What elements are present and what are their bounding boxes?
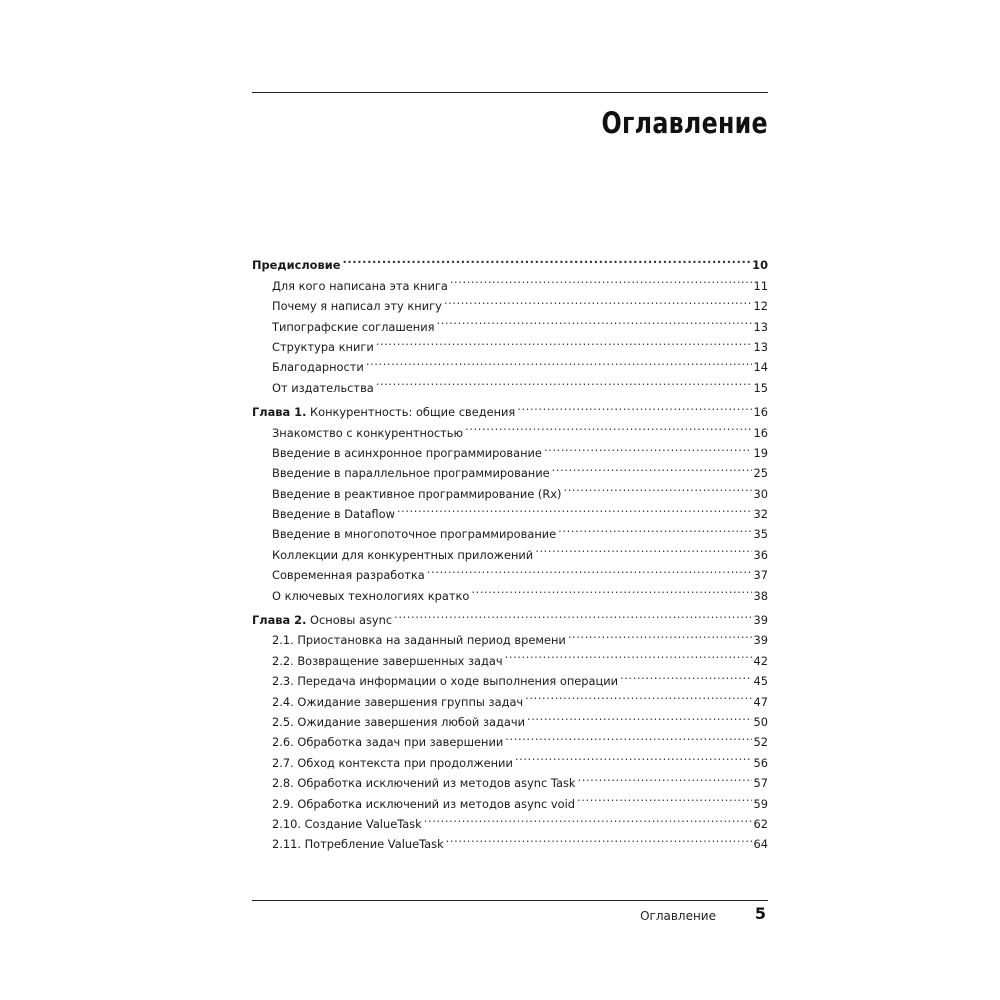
toc-page-number: 14 xyxy=(753,360,768,375)
toc-entry-title: 2.8. Обработка исключений из методов async Task xyxy=(272,776,576,791)
dot-leader xyxy=(437,310,752,330)
toc-entry-title: Введение в асинхронное программирование xyxy=(272,445,542,460)
toc-group xyxy=(252,604,768,852)
toc-entry-title: От издательства xyxy=(272,380,374,395)
dot-leader xyxy=(552,457,752,477)
dot-leader xyxy=(525,685,751,705)
book-page xyxy=(252,92,768,932)
dot-leader xyxy=(397,498,752,518)
dot-leader xyxy=(578,767,752,787)
toc-entry-title: Почему я написал эту книгу xyxy=(272,299,442,314)
toc-entry-title: Типографские соглашения xyxy=(272,319,435,334)
toc-entry-title: 2.5. Ожидание завершения любой задачи xyxy=(272,714,525,729)
toc-entry-title: 2.7. Обход контекста при продолжении xyxy=(272,755,513,770)
dot-leader xyxy=(471,579,751,599)
toc-page-number: 57 xyxy=(753,776,768,791)
toc-page-number: 32 xyxy=(753,507,768,522)
toc-page-number: 37 xyxy=(753,568,768,583)
dot-leader xyxy=(450,269,752,289)
dot-leader xyxy=(535,538,751,558)
dot-leader xyxy=(376,331,752,351)
toc-entry-title: 2.1. Приостановка на заданный период времени xyxy=(272,633,566,648)
dot-leader xyxy=(620,665,751,685)
toc-entry-title: 2.4. Ожидание завершения группы задач xyxy=(272,694,524,709)
dot-leader xyxy=(446,828,752,848)
toc-entry-title: 2.10. Создание ValueTask xyxy=(272,816,422,831)
toc-entry-chapter[interactable] xyxy=(252,249,768,273)
toc-entry-chapter[interactable] xyxy=(252,604,768,628)
toc-entry-title: Введение в многопоточное программирование xyxy=(272,527,557,542)
toc-entry-title: Введение в реактивное программирование (Rx) xyxy=(272,486,562,501)
dot-leader xyxy=(577,787,751,807)
toc-page-number: 19 xyxy=(753,445,768,460)
dot-leader xyxy=(465,416,751,436)
toc-page-number: 59 xyxy=(753,796,768,811)
dot-leader xyxy=(563,477,751,497)
toc-group xyxy=(252,249,768,395)
toc-page-number: 10 xyxy=(752,258,768,273)
toc-page-number: 16 xyxy=(753,425,768,440)
toc-entry-chapter[interactable] xyxy=(252,396,768,420)
toc-entry-title: Знакомство с конкурентностью xyxy=(272,425,464,440)
dot-leader xyxy=(444,290,752,310)
running-footer-label: Оглавление xyxy=(640,909,716,923)
toc-page-number: 62 xyxy=(753,816,768,831)
toc-page-number: 36 xyxy=(753,547,768,562)
toc-page-number: 45 xyxy=(753,674,768,689)
toc-group xyxy=(252,396,768,603)
toc-entry-title: Коллекции для конкурентных приложений xyxy=(272,547,534,562)
dot-leader xyxy=(342,249,750,269)
table-of-contents xyxy=(252,249,768,852)
toc-entry-title xyxy=(252,610,392,630)
dot-leader xyxy=(517,396,751,416)
toc-page-number: 13 xyxy=(753,319,768,334)
dot-leader xyxy=(376,371,752,391)
toc-entry-title: Благодарности xyxy=(272,360,364,375)
toc-page-number: 47 xyxy=(753,694,768,709)
toc-page-number: 39 xyxy=(753,613,768,628)
top-rule xyxy=(252,92,768,93)
toc-entry-title: 2.6. Обработка задач при завершении xyxy=(272,735,504,750)
toc-page-number: 15 xyxy=(753,380,768,395)
toc-page-number: 11 xyxy=(753,278,768,293)
toc-entry-title: 2.11. Потребление ValueTask xyxy=(272,837,444,852)
toc-entry-title: Для кого написана эта книга xyxy=(272,278,448,293)
toc-entry-title: Современная разработка xyxy=(272,568,425,583)
dot-leader xyxy=(424,808,752,828)
toc-page-number: 42 xyxy=(753,653,768,668)
dot-leader xyxy=(505,644,752,664)
dot-leader xyxy=(505,726,751,746)
toc-page-number: 64 xyxy=(753,837,768,852)
toc-entry-title: Введение в параллельное программирование xyxy=(272,466,550,481)
toc-page-number: 30 xyxy=(753,486,768,501)
toc-page-number: 25 xyxy=(753,466,768,481)
toc-page-number: 39 xyxy=(753,633,768,648)
chapter-number: Глава 1. xyxy=(252,405,307,420)
chapter-number: Глава 2. xyxy=(252,613,307,628)
toc-page-number: 12 xyxy=(753,299,768,314)
toc-page-number: 35 xyxy=(753,527,768,542)
toc-entry-title: 2.2. Возвращение завершенных задач xyxy=(272,653,503,668)
toc-entry-title: 2.9. Обработка исключений из методов async void xyxy=(272,796,576,811)
toc-entry-title: Структура книги xyxy=(272,339,374,354)
chapter-title: Предисловие xyxy=(252,258,341,273)
page-number: 5 xyxy=(754,904,766,923)
dot-leader xyxy=(558,518,751,538)
toc-page-number: 50 xyxy=(753,714,768,729)
dot-leader xyxy=(427,559,752,579)
dot-leader xyxy=(515,746,752,766)
dot-leader xyxy=(366,351,752,371)
toc-entry-title: Введение в Dataflow xyxy=(272,507,395,522)
bottom-rule xyxy=(252,900,768,901)
toc-entry-title: О ключевых технологиях кратко xyxy=(272,588,470,603)
dot-leader xyxy=(527,706,752,726)
dot-leader xyxy=(568,624,752,644)
toc-page-number: 52 xyxy=(753,735,768,750)
toc-page-number: 56 xyxy=(753,755,768,770)
toc-entry-title xyxy=(252,255,340,275)
page-title: Оглавление xyxy=(601,106,768,140)
chapter-title: Основы async xyxy=(310,613,393,628)
chapter-title: Конкурентность: общие сведения xyxy=(310,405,516,420)
toc-page-number: 16 xyxy=(753,405,768,420)
dot-leader xyxy=(544,437,752,457)
toc-entry-title: 2.3. Передача информации о ходе выполнения операции xyxy=(272,674,619,689)
toc-page-number: 13 xyxy=(753,339,768,354)
dot-leader xyxy=(394,604,751,624)
toc-page-number: 38 xyxy=(753,588,768,603)
